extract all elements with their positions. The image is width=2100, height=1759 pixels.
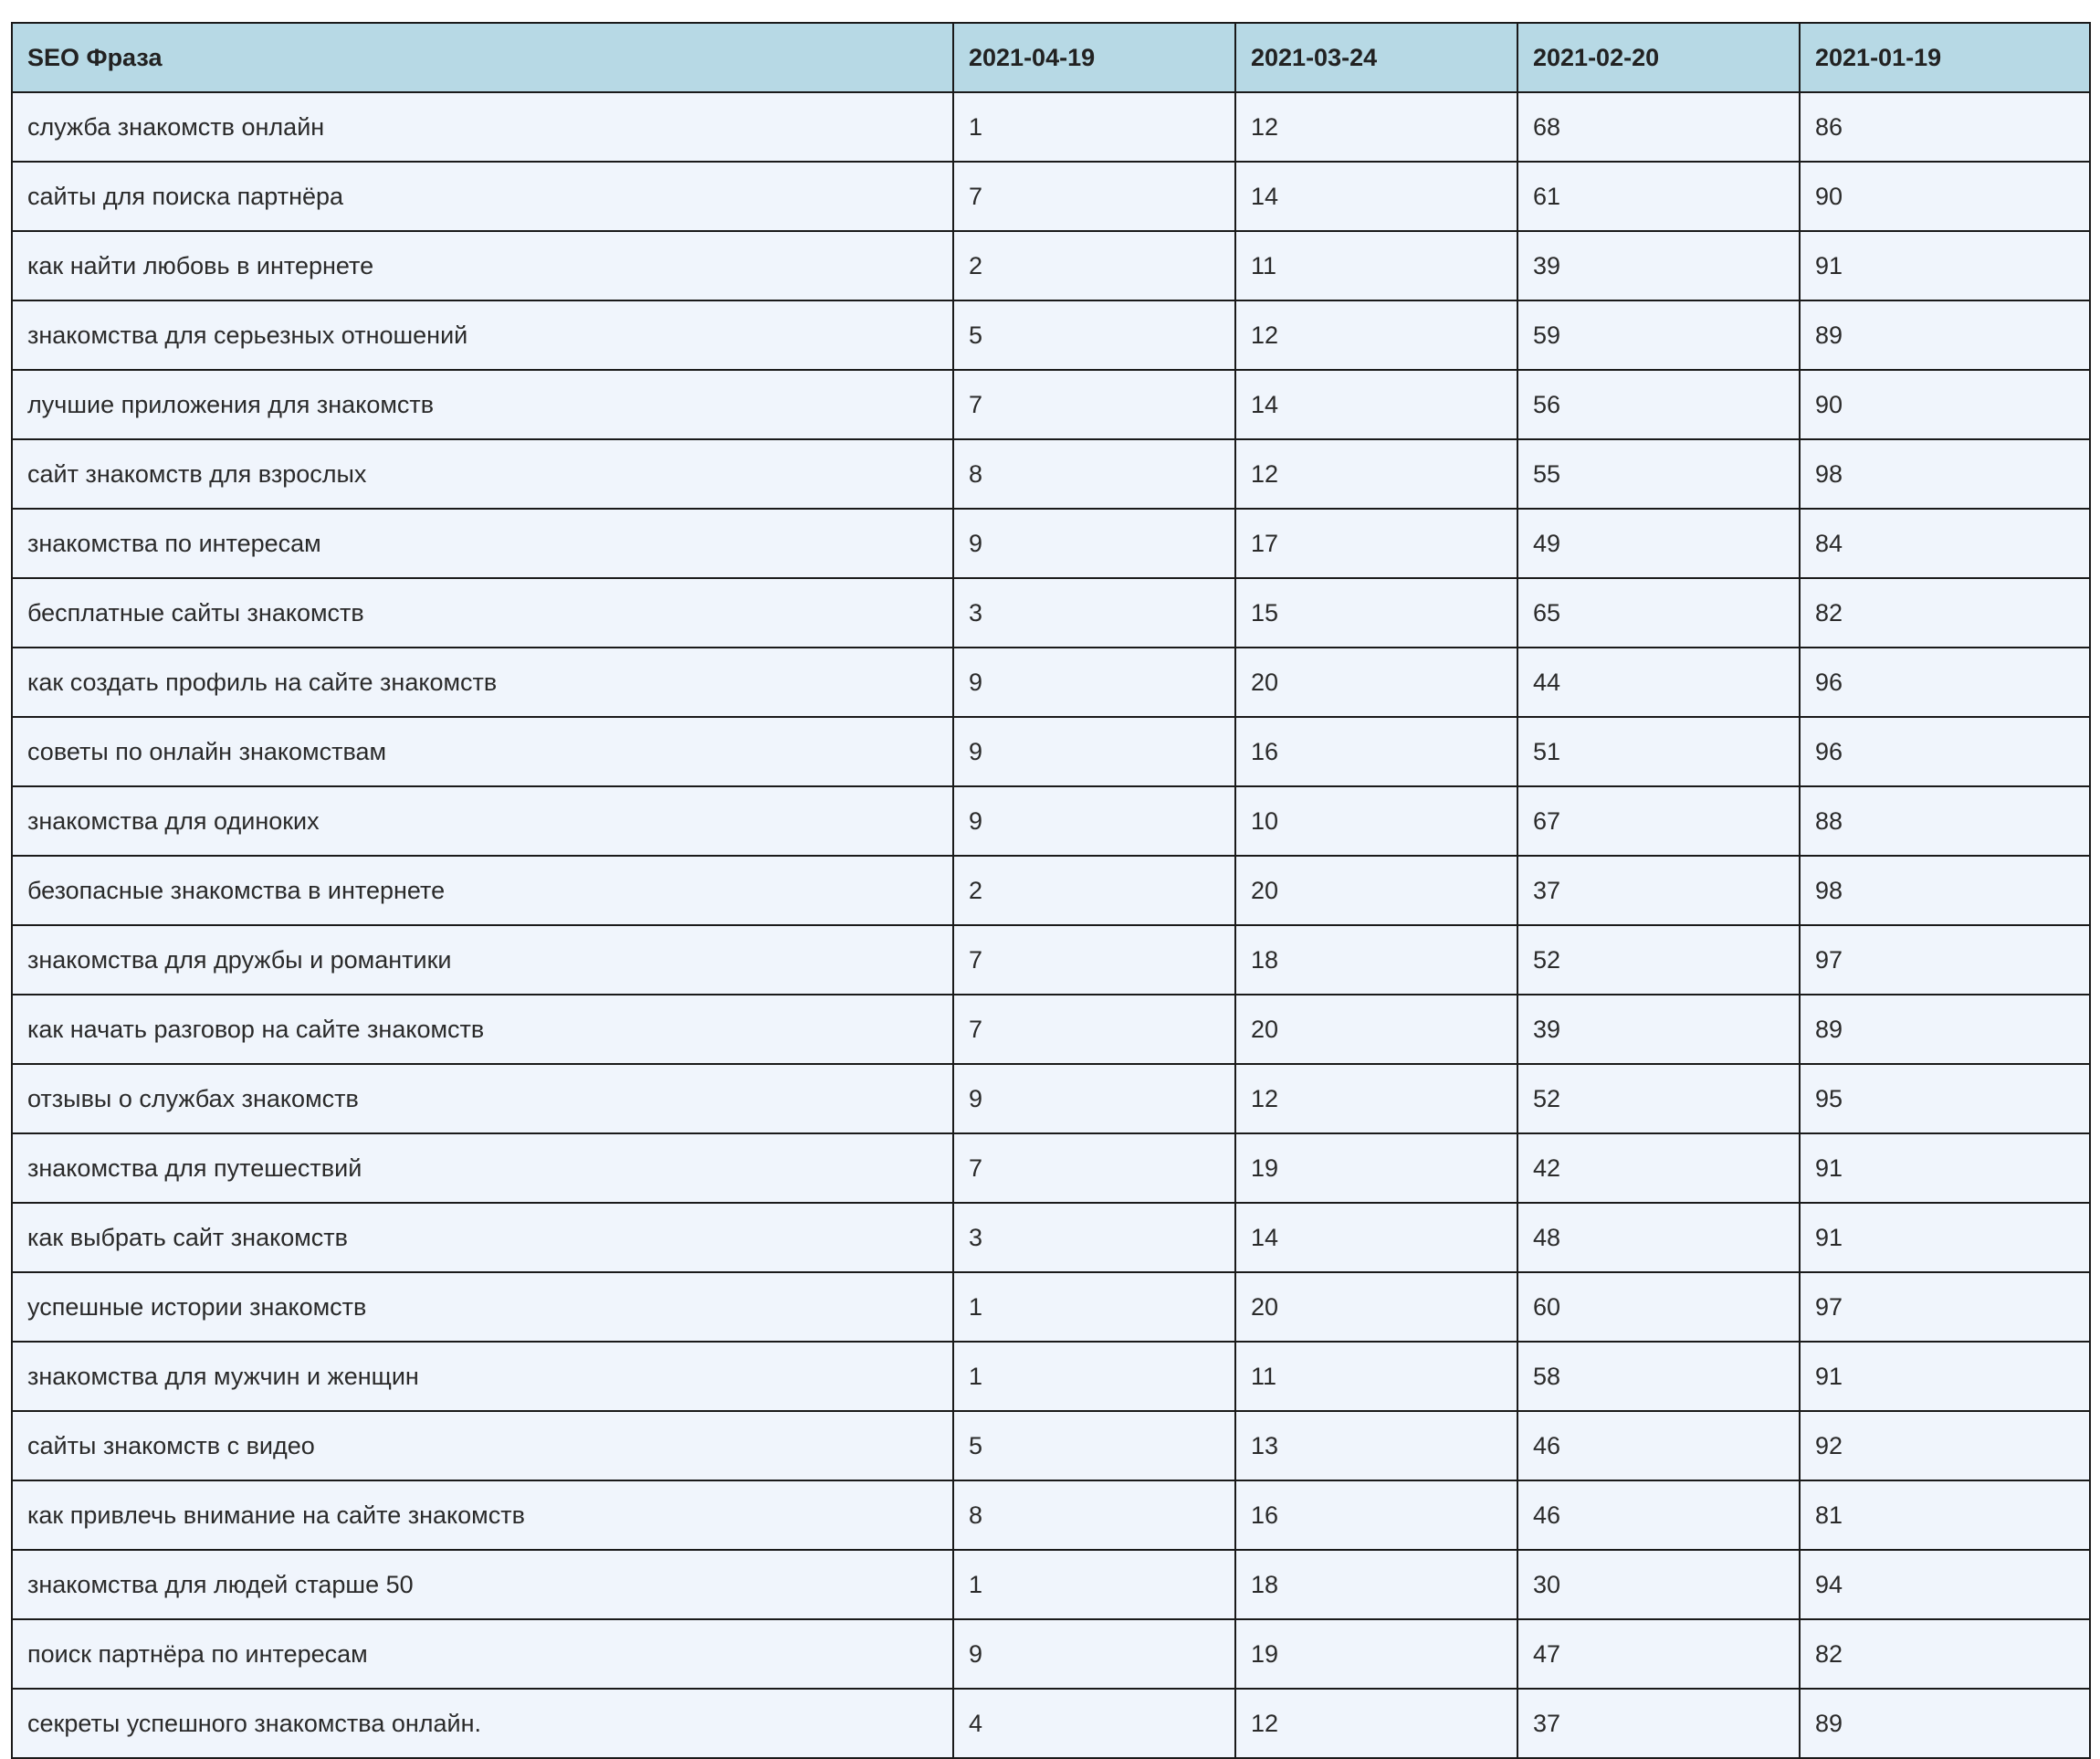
table-row: [12, 1272, 2090, 1342]
table-row: [12, 995, 2090, 1064]
cell-rank-2021-01-19: 96: [1800, 648, 2090, 717]
cell-rank-2021-03-24: 20: [1235, 995, 1517, 1064]
cell-rank-2021-01-19: 92: [1800, 1411, 2090, 1480]
cell-phrase: лучшие приложения для знакомств: [12, 370, 953, 439]
cell-phrase: сайт знакомств для взрослых: [12, 439, 953, 509]
cell-rank-2021-03-24: 20: [1235, 856, 1517, 925]
cell-rank-2021-02-20: 67: [1517, 786, 1800, 856]
cell-rank-2021-04-19: 5: [953, 1411, 1235, 1480]
cell-rank-2021-04-19: 9: [953, 1064, 1235, 1133]
cell-rank-2021-02-20: 46: [1517, 1480, 1800, 1550]
cell-rank-2021-02-20: 52: [1517, 925, 1800, 995]
cell-rank-2021-01-19: 82: [1800, 1619, 2090, 1689]
cell-rank-2021-01-19: 82: [1800, 578, 2090, 648]
cell-rank-2021-04-19: 7: [953, 370, 1235, 439]
cell-rank-2021-03-24: 11: [1235, 1342, 1517, 1411]
table-row: [12, 1619, 2090, 1689]
cell-rank-2021-01-19: 91: [1800, 1133, 2090, 1203]
cell-rank-2021-02-20: 39: [1517, 995, 1800, 1064]
cell-rank-2021-03-24: 12: [1235, 439, 1517, 509]
seo-rankings-table: [11, 22, 2091, 1759]
cell-rank-2021-04-19: 4: [953, 1689, 1235, 1758]
cell-rank-2021-01-19: 94: [1800, 1550, 2090, 1619]
cell-rank-2021-03-24: 16: [1235, 1480, 1517, 1550]
cell-rank-2021-02-20: 59: [1517, 300, 1800, 370]
cell-rank-2021-02-20: 48: [1517, 1203, 1800, 1272]
cell-rank-2021-01-19: 89: [1800, 300, 2090, 370]
cell-rank-2021-04-19: 1: [953, 1272, 1235, 1342]
cell-rank-2021-03-24: 17: [1235, 509, 1517, 578]
cell-rank-2021-01-19: 97: [1800, 925, 2090, 995]
cell-rank-2021-03-24: 14: [1235, 1203, 1517, 1272]
cell-rank-2021-04-19: 8: [953, 439, 1235, 509]
table-row: [12, 717, 2090, 786]
table-body: [12, 92, 2090, 1758]
table-row: [12, 370, 2090, 439]
cell-rank-2021-03-24: 15: [1235, 578, 1517, 648]
cell-rank-2021-02-20: 68: [1517, 92, 1800, 162]
cell-phrase: отзывы о службах знакомств: [12, 1064, 953, 1133]
cell-phrase: знакомства для дружбы и романтики: [12, 925, 953, 995]
cell-phrase: бесплатные сайты знакомств: [12, 578, 953, 648]
table-row: [12, 856, 2090, 925]
cell-rank-2021-04-19: 9: [953, 509, 1235, 578]
cell-rank-2021-02-20: 37: [1517, 1689, 1800, 1758]
cell-phrase: секреты успешного знакомства онлайн.: [12, 1689, 953, 1758]
cell-rank-2021-02-20: 61: [1517, 162, 1800, 231]
column-header-date-4: 2021-01-19: [1800, 23, 2090, 92]
table-row: [12, 509, 2090, 578]
cell-rank-2021-02-20: 39: [1517, 231, 1800, 300]
cell-rank-2021-04-19: 1: [953, 1342, 1235, 1411]
cell-rank-2021-03-24: 20: [1235, 648, 1517, 717]
cell-rank-2021-02-20: 44: [1517, 648, 1800, 717]
cell-rank-2021-04-19: 1: [953, 1550, 1235, 1619]
cell-phrase: как привлечь внимание на сайте знакомств: [12, 1480, 953, 1550]
cell-rank-2021-01-19: 95: [1800, 1064, 2090, 1133]
cell-rank-2021-04-19: 2: [953, 856, 1235, 925]
cell-rank-2021-03-24: 18: [1235, 1550, 1517, 1619]
cell-rank-2021-01-19: 90: [1800, 162, 2090, 231]
cell-rank-2021-03-24: 12: [1235, 1064, 1517, 1133]
cell-rank-2021-03-24: 12: [1235, 92, 1517, 162]
cell-rank-2021-01-19: 89: [1800, 1689, 2090, 1758]
cell-phrase: сайты знакомств с видео: [12, 1411, 953, 1480]
cell-rank-2021-03-24: 13: [1235, 1411, 1517, 1480]
table-row: [12, 1203, 2090, 1272]
cell-rank-2021-02-20: 30: [1517, 1550, 1800, 1619]
cell-rank-2021-03-24: 11: [1235, 231, 1517, 300]
cell-rank-2021-04-19: 7: [953, 995, 1235, 1064]
table-row: [12, 92, 2090, 162]
cell-rank-2021-04-19: 9: [953, 786, 1235, 856]
cell-rank-2021-01-19: 97: [1800, 1272, 2090, 1342]
cell-rank-2021-03-24: 12: [1235, 1689, 1517, 1758]
cell-rank-2021-04-19: 2: [953, 231, 1235, 300]
cell-rank-2021-01-19: 96: [1800, 717, 2090, 786]
cell-rank-2021-02-20: 51: [1517, 717, 1800, 786]
cell-rank-2021-02-20: 46: [1517, 1411, 1800, 1480]
cell-rank-2021-01-19: 90: [1800, 370, 2090, 439]
table-row: [12, 1480, 2090, 1550]
cell-phrase: как начать разговор на сайте знакомств: [12, 995, 953, 1064]
cell-rank-2021-01-19: 81: [1800, 1480, 2090, 1550]
cell-rank-2021-02-20: 55: [1517, 439, 1800, 509]
table-row: [12, 231, 2090, 300]
cell-rank-2021-03-24: 16: [1235, 717, 1517, 786]
cell-rank-2021-01-19: 91: [1800, 1342, 2090, 1411]
cell-phrase: безопасные знакомства в интернете: [12, 856, 953, 925]
cell-rank-2021-02-20: 52: [1517, 1064, 1800, 1133]
cell-rank-2021-03-24: 20: [1235, 1272, 1517, 1342]
table-row: [12, 1411, 2090, 1480]
cell-rank-2021-03-24: 18: [1235, 925, 1517, 995]
column-header-date-3: 2021-02-20: [1517, 23, 1800, 92]
cell-rank-2021-03-24: 14: [1235, 162, 1517, 231]
table-row: [12, 1689, 2090, 1758]
cell-rank-2021-01-19: 88: [1800, 786, 2090, 856]
table-row: [12, 1550, 2090, 1619]
cell-phrase: поиск партнёра по интересам: [12, 1619, 953, 1689]
column-header-date-2: 2021-03-24: [1235, 23, 1517, 92]
cell-phrase: знакомства для мужчин и женщин: [12, 1342, 953, 1411]
cell-rank-2021-04-19: 7: [953, 1133, 1235, 1203]
cell-rank-2021-02-20: 49: [1517, 509, 1800, 578]
cell-rank-2021-02-20: 65: [1517, 578, 1800, 648]
cell-rank-2021-04-19: 9: [953, 648, 1235, 717]
table-row: [12, 1342, 2090, 1411]
column-header-phrase: SEO Фраза: [12, 23, 953, 92]
cell-phrase: успешные истории знакомств: [12, 1272, 953, 1342]
cell-rank-2021-04-19: 8: [953, 1480, 1235, 1550]
cell-rank-2021-04-19: 9: [953, 1619, 1235, 1689]
cell-rank-2021-01-19: 89: [1800, 995, 2090, 1064]
cell-phrase: знакомства по интересам: [12, 509, 953, 578]
cell-phrase: служба знакомств онлайн: [12, 92, 953, 162]
cell-rank-2021-03-24: 14: [1235, 370, 1517, 439]
cell-rank-2021-04-19: 7: [953, 162, 1235, 231]
cell-phrase: советы по онлайн знакомствам: [12, 717, 953, 786]
table-row: [12, 300, 2090, 370]
cell-rank-2021-03-24: 19: [1235, 1619, 1517, 1689]
cell-phrase: знакомства для серьезных отношений: [12, 300, 953, 370]
cell-rank-2021-04-19: 1: [953, 92, 1235, 162]
cell-rank-2021-01-19: 91: [1800, 231, 2090, 300]
table-row: [12, 925, 2090, 995]
cell-rank-2021-02-20: 47: [1517, 1619, 1800, 1689]
cell-phrase: как создать профиль на сайте знакомств: [12, 648, 953, 717]
table-header: [12, 23, 2090, 92]
cell-phrase: знакомства для путешествий: [12, 1133, 953, 1203]
table-row: [12, 786, 2090, 856]
table-row: [12, 1133, 2090, 1203]
cell-rank-2021-04-19: 3: [953, 578, 1235, 648]
cell-rank-2021-04-19: 7: [953, 925, 1235, 995]
cell-rank-2021-03-24: 12: [1235, 300, 1517, 370]
table-row: [12, 1064, 2090, 1133]
cell-rank-2021-01-19: 98: [1800, 856, 2090, 925]
cell-rank-2021-02-20: 37: [1517, 856, 1800, 925]
cell-rank-2021-02-20: 56: [1517, 370, 1800, 439]
cell-phrase: сайты для поиска партнёра: [12, 162, 953, 231]
cell-rank-2021-01-19: 86: [1800, 92, 2090, 162]
table-row: [12, 578, 2090, 648]
cell-phrase: знакомства для людей старше 50: [12, 1550, 953, 1619]
table-row: [12, 439, 2090, 509]
cell-phrase: знакомства для одиноких: [12, 786, 953, 856]
cell-rank-2021-04-19: 3: [953, 1203, 1235, 1272]
cell-phrase: как найти любовь в интернете: [12, 231, 953, 300]
table-row: [12, 162, 2090, 231]
cell-rank-2021-02-20: 42: [1517, 1133, 1800, 1203]
cell-rank-2021-03-24: 19: [1235, 1133, 1517, 1203]
header-row: [12, 23, 2090, 92]
cell-rank-2021-04-19: 9: [953, 717, 1235, 786]
column-header-date-1: 2021-04-19: [953, 23, 1235, 92]
cell-rank-2021-02-20: 58: [1517, 1342, 1800, 1411]
table-row: [12, 648, 2090, 717]
cell-rank-2021-02-20: 60: [1517, 1272, 1800, 1342]
cell-rank-2021-04-19: 5: [953, 300, 1235, 370]
cell-rank-2021-03-24: 10: [1235, 786, 1517, 856]
cell-phrase: как выбрать сайт знакомств: [12, 1203, 953, 1272]
cell-rank-2021-01-19: 84: [1800, 509, 2090, 578]
cell-rank-2021-01-19: 91: [1800, 1203, 2090, 1272]
cell-rank-2021-01-19: 98: [1800, 439, 2090, 509]
